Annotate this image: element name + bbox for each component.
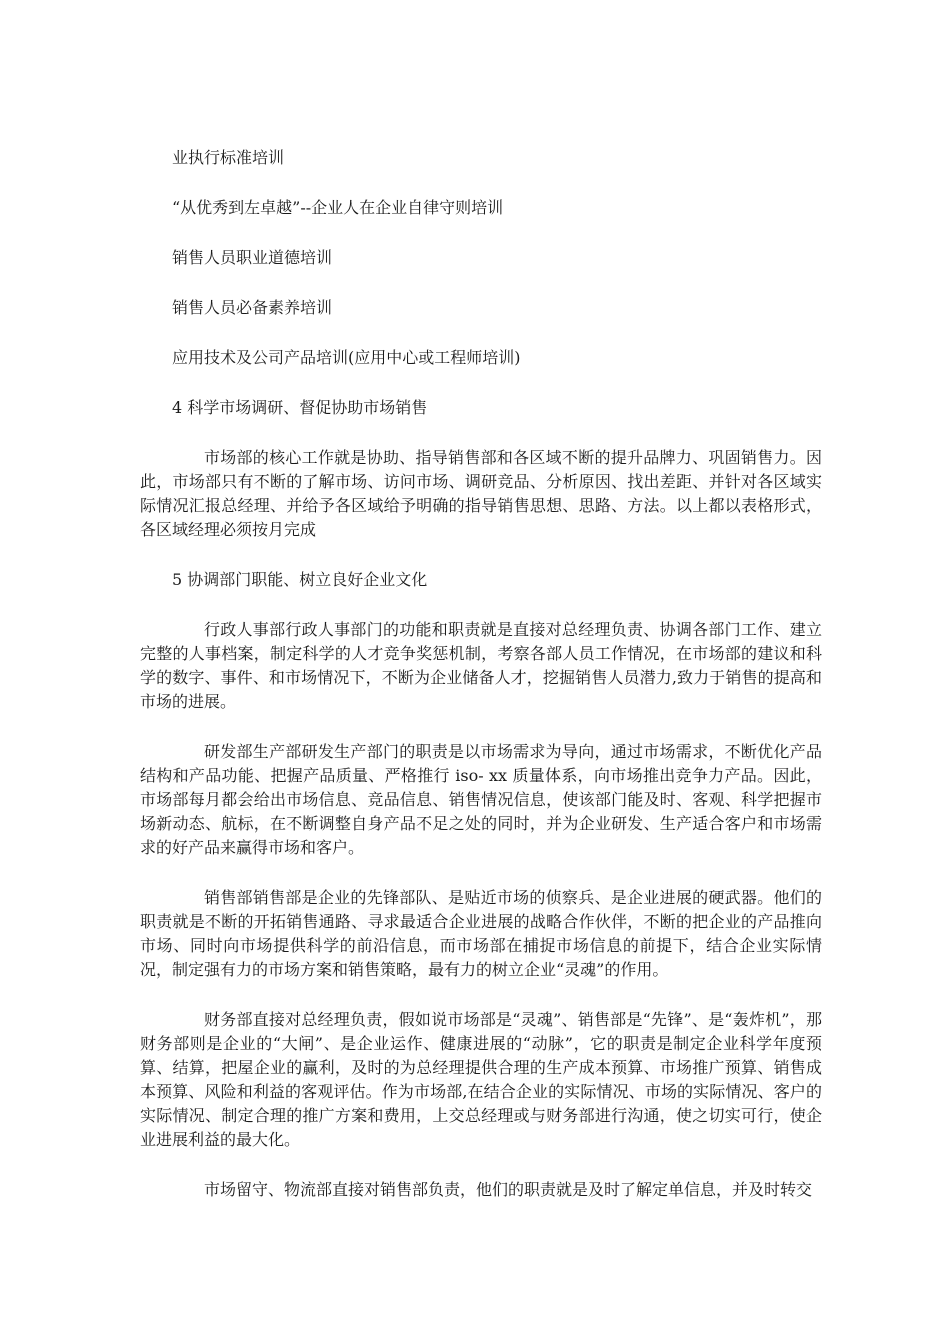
section-heading-4: 4 科学市场调研、督促协助市场销售 (172, 398, 428, 417)
paragraph-finance-dept: 财务部直接对总经理负责，假如说市场部是“灵魂”、销售部是“先锋”、是“轰炸机”，那财务部则是企业的“大闸”、是企业运作、健康进展的“动脉”，它的职责是制定企业科学年度预算、结算，把屋企业的赢利，及时的为总经理提供合理的生产成本预算、市场推广预算、销售成本预算、风险和利益的客观评估。作为市场部,在结合企业的实际情况、市场的实际情况、客户的实际情况、制定合理的推广方案和费用，上交总经理或与财务部进行沟通，使之切实可行，使企业进展利益的最大化。 (140, 1010, 822, 1149)
paragraph-hr-dept: 行政人事部行政人事部门的功能和职责就是直接对总经理负责、协调各部门工作、建立完整的人事档案，制定科学的人才竞争奖惩机制，考察各部人员工作情况，在市场部的建议和科学的数字、事件、和市场情况下，不断为企业储备人才，挖掘销售人员潜力,致力于销售的提高和市场的进展。 (140, 620, 822, 711)
list-item-ethics-training: 销售人员职业道德培训 (172, 248, 333, 267)
list-item-standards-training: 业执行标准培训 (172, 148, 285, 167)
list-item-excellence-training: “从优秀到左卓越”--企业人在企业自律守则培训 (172, 198, 504, 217)
section-heading-5: 5 协调部门职能、树立良好企业文化 (172, 570, 428, 589)
paragraph-market-dept: 市场部的核心工作就是协助、指导销售部和各区域不断的提升品牌力、巩固销售力。因此，市场部只有不断的了解市场、访问市场、调研竞品、分析原因、找出差距、并针对各区域实际情况汇报总经理、并给予各区域给予明确的指导销售思想、思路、方法。以上都以表格形式，各区域经理必须按月完成 (140, 448, 822, 539)
list-item-product-training: 应用技术及公司产品培训(应用中心或工程师培训) (172, 348, 521, 367)
paragraph-sales-dept: 销售部销售部是企业的先锋部队、是贴近市场的侦察兵、是企业进展的硬武器。他们的职责就是不断的开拓销售通路、寻求最适合企业进展的战略合作伙伴，不断的把企业的产品推向市场、同时向市场提供科学的前沿信息，而市场部在捕捉市场信息的前提下，结合企业实际情况，制定强有力的市场方案和销售策略，最有力的树立企业“灵魂”的作用。 (140, 888, 822, 979)
document-body (140, 146, 822, 1228)
list-item-qualities-training: 销售人员必备素养培训 (172, 298, 333, 317)
paragraph-rd-dept: 研发部生产部研发生产部门的职责是以市场需求为导向，通过市场需求，不断优化产品结构和产品功能、把握产品质量、严格推行 iso- xx 质量体系，向市场推出竞争力产品。因此，市场部每月都会给出市场信息、竞品信息、销售情况信息，使该部门能及时、客观、科学把握市场新动态、航标，在不断调整自身产品不足之处的同时，并为企业研发、生产适合客户和市场需求的好产品来赢得市场和客户。 (140, 742, 822, 857)
paragraph-logistics-dept: 市场留守、物流部直接对销售部负责，他们的职责就是及时了解定单信息，并及时转交 (204, 1180, 813, 1199)
